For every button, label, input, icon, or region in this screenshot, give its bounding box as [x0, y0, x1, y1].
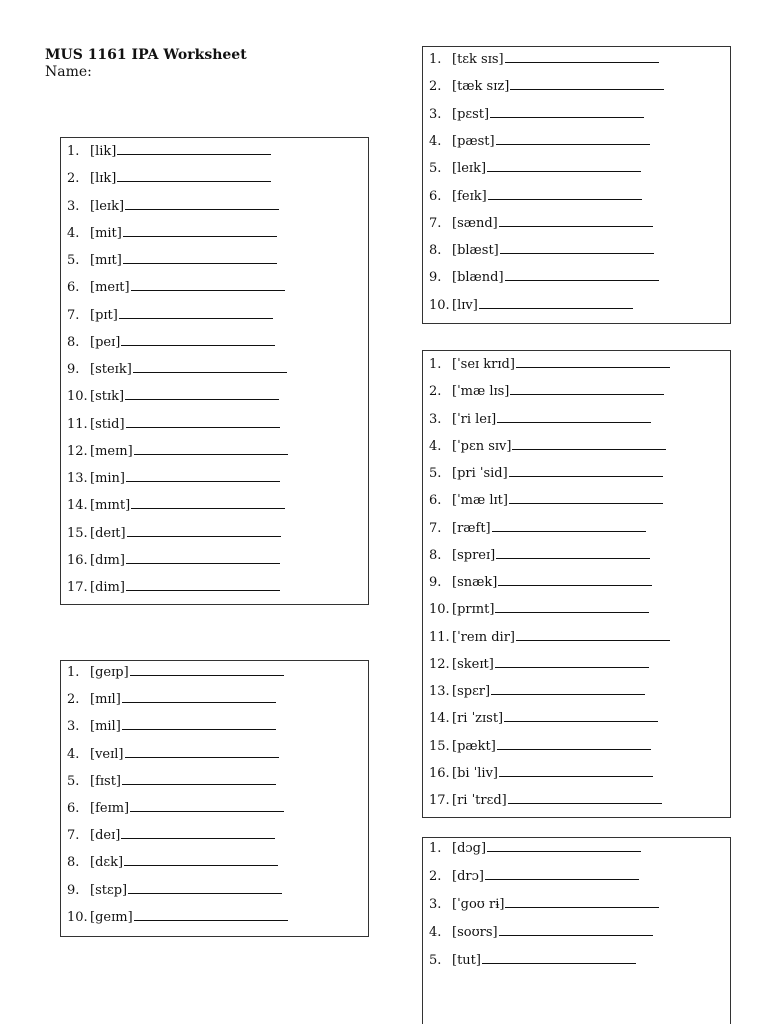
answer-blank[interactable]: [119, 305, 273, 319]
ipa-word: [tut]: [452, 953, 481, 968]
answer-blank[interactable]: [128, 880, 282, 894]
answer-blank[interactable]: [121, 825, 275, 839]
answer-blank[interactable]: [130, 662, 284, 676]
word-item: [67, 798, 284, 818]
word-item: [67, 716, 276, 736]
word-item: [67, 250, 277, 270]
word-box-5: [422, 837, 731, 1024]
answer-blank[interactable]: [117, 141, 271, 155]
answer-blank[interactable]: [499, 763, 653, 777]
answer-blank[interactable]: [123, 223, 277, 237]
item-number: 16.: [67, 552, 88, 568]
worksheet-title: MUS 1161 IPA Worksheet: [45, 47, 247, 63]
item-number: 6.: [67, 280, 80, 296]
item-number: 10.: [429, 297, 450, 313]
item-number: 14.: [429, 711, 450, 727]
item-number: 1.: [429, 52, 442, 67]
ipa-word: [mit]: [90, 225, 122, 241]
item-number: 8.: [67, 855, 80, 871]
ipa-word: [sænd]: [452, 215, 498, 231]
ipa-word: [ˈseɪ krɪd]: [452, 357, 515, 372]
word-item: [67, 196, 279, 216]
ipa-word: [ˈmæ lɪs]: [452, 384, 510, 400]
ipa-word: [ri ˈtrɛd]: [452, 793, 507, 808]
word-item: [429, 518, 646, 538]
ipa-word: [blæst]: [452, 243, 499, 259]
answer-blank[interactable]: [487, 838, 641, 852]
ipa-word: [dɪm]: [90, 552, 125, 568]
answer-blank[interactable]: [496, 545, 650, 559]
item-number: 8.: [429, 243, 442, 259]
item-number: 2.: [67, 692, 80, 708]
item-number: 2.: [67, 171, 80, 187]
word-item: [67, 305, 273, 325]
answer-blank[interactable]: [125, 196, 279, 210]
item-number: 5.: [67, 773, 80, 789]
word-item: [429, 409, 651, 429]
answer-blank[interactable]: [492, 518, 646, 532]
answer-blank[interactable]: [496, 131, 650, 145]
word-item: [67, 414, 280, 434]
answer-blank[interactable]: [126, 414, 280, 428]
item-number: 4.: [67, 225, 80, 241]
word-box-4: [422, 350, 731, 818]
ipa-word: [lɪv]: [452, 297, 478, 313]
item-number: 2.: [429, 384, 442, 400]
ipa-word: [deɪ]: [90, 828, 121, 844]
word-item: [429, 838, 641, 858]
answer-blank[interactable]: [495, 654, 649, 668]
ipa-word: [pri ˈsid]: [452, 466, 508, 481]
word-item: [429, 295, 633, 315]
word-item: [429, 681, 645, 701]
word-item: [429, 354, 670, 374]
answer-blank[interactable]: [497, 736, 651, 750]
word-item: [429, 627, 670, 647]
item-number: 13.: [67, 471, 88, 486]
ipa-word: [leɪk]: [452, 161, 487, 177]
word-item: [429, 545, 650, 565]
word-item: [429, 381, 664, 401]
ipa-word: [geɪm]: [90, 909, 133, 925]
word-item: [429, 599, 649, 619]
ipa-word: [pækt]: [452, 738, 496, 754]
ipa-word: [tɛk sɪs]: [452, 52, 504, 67]
ipa-word: [veɪl]: [90, 746, 124, 762]
item-number: 8.: [67, 334, 80, 350]
item-number: 3.: [67, 198, 80, 214]
word-item: [429, 866, 639, 886]
word-item: [429, 894, 659, 914]
item-number: 8.: [429, 547, 442, 563]
answer-blank[interactable]: [134, 907, 288, 921]
word-item: [67, 523, 281, 543]
item-number: 6.: [67, 801, 80, 816]
ipa-word: [dɛk]: [90, 855, 124, 871]
item-number: 3.: [429, 411, 442, 427]
item-number: 10.: [67, 389, 88, 405]
ipa-word: [pɛst]: [452, 106, 490, 122]
worksheet-header: [45, 47, 247, 81]
answer-blank[interactable]: [126, 550, 280, 564]
answer-blank[interactable]: [504, 708, 658, 722]
item-number: 5.: [429, 466, 442, 481]
word-item: [429, 158, 641, 178]
item-number: 1.: [429, 841, 442, 856]
answer-blank[interactable]: [510, 381, 664, 395]
ipa-word: [soʊrs]: [452, 925, 498, 940]
item-number: 7.: [429, 520, 442, 536]
ipa-word: [drɔ]: [452, 869, 484, 884]
word-box-1: [60, 137, 369, 605]
ipa-word: [ræft]: [452, 520, 491, 536]
answer-blank[interactable]: [127, 523, 281, 537]
word-item: [429, 950, 636, 970]
ipa-word: [ˈri leɪ]: [452, 411, 497, 427]
ipa-word: [spɛr]: [452, 684, 491, 699]
answer-blank[interactable]: [126, 468, 280, 482]
word-item: [67, 168, 271, 188]
ipa-word: [ri ˈzɪst]: [452, 711, 504, 727]
word-item: [429, 436, 666, 456]
ipa-word: [stɪk]: [90, 389, 125, 405]
answer-blank[interactable]: [125, 386, 279, 400]
item-number: 3.: [429, 897, 442, 912]
item-number: 15.: [429, 738, 450, 754]
answer-blank[interactable]: [516, 627, 670, 641]
item-number: 7.: [67, 307, 80, 323]
answer-blank[interactable]: [508, 790, 662, 804]
item-number: 16.: [429, 765, 450, 781]
ipa-word: [snæk]: [452, 575, 498, 590]
ipa-word: [feɪk]: [452, 188, 487, 204]
word-item: [429, 131, 650, 151]
ipa-word: [deɪt]: [90, 525, 126, 541]
ipa-word: [dɔg]: [452, 841, 487, 856]
item-number: 2.: [429, 79, 442, 95]
item-number: 4.: [429, 925, 442, 940]
answer-blank[interactable]: [490, 104, 644, 118]
word-item: [429, 240, 654, 260]
word-item: [67, 662, 284, 682]
word-item: [67, 577, 280, 597]
word-item: [429, 572, 652, 592]
word-item: [429, 708, 658, 728]
word-item: [67, 468, 280, 488]
answer-blank[interactable]: [124, 852, 278, 866]
item-number: 10.: [67, 909, 88, 925]
answer-blank[interactable]: [505, 267, 659, 281]
word-item: [67, 495, 285, 515]
word-item: [67, 907, 288, 927]
item-number: 1.: [67, 665, 80, 680]
ipa-word: [ˈreɪn dir]: [452, 629, 515, 645]
word-item: [429, 267, 659, 287]
word-item: [67, 852, 278, 872]
item-number: 4.: [429, 133, 442, 149]
ipa-word: [stid]: [90, 416, 125, 432]
answer-blank[interactable]: [126, 577, 280, 591]
answer-blank[interactable]: [497, 409, 651, 423]
answer-blank[interactable]: [482, 950, 636, 964]
ipa-word: [pɪt]: [90, 307, 118, 323]
item-number: 1.: [67, 144, 80, 159]
word-item: [67, 141, 271, 161]
item-number: 3.: [67, 719, 80, 735]
answer-blank[interactable]: [122, 689, 276, 703]
ipa-word: [lik]: [90, 144, 117, 159]
word-item: [429, 76, 664, 96]
answer-blank[interactable]: [117, 168, 271, 182]
word-item: [67, 223, 277, 243]
ipa-word: [lɪk]: [90, 171, 117, 187]
item-number: 4.: [429, 438, 442, 454]
answer-blank[interactable]: [505, 49, 659, 63]
ipa-word: [meɪn]: [90, 443, 133, 459]
ipa-word: [mɪl]: [90, 692, 121, 708]
word-item: [429, 213, 653, 233]
item-number: 2.: [429, 869, 442, 884]
ipa-word: [fɪst]: [90, 773, 122, 789]
item-number: 9.: [67, 882, 80, 898]
item-number: 9.: [429, 575, 442, 590]
ipa-word: [min]: [90, 471, 126, 486]
name-label: Name:: [45, 64, 92, 80]
ipa-word: [meɪt]: [90, 280, 130, 296]
word-item: [429, 186, 642, 206]
answer-blank[interactable]: [485, 866, 639, 880]
answer-blank[interactable]: [510, 76, 664, 90]
answer-blank[interactable]: [509, 463, 663, 477]
ipa-word: [leɪk]: [90, 198, 125, 214]
item-number: 13.: [429, 684, 450, 699]
word-item: [67, 880, 282, 900]
item-number: 14.: [67, 498, 88, 514]
ipa-word: [mil]: [90, 719, 121, 735]
answer-blank[interactable]: [505, 894, 659, 908]
item-number: 15.: [67, 525, 88, 541]
answer-blank[interactable]: [499, 213, 653, 227]
item-number: 11.: [67, 416, 88, 432]
item-number: 3.: [429, 106, 442, 122]
word-box-3: [422, 46, 731, 324]
answer-blank[interactable]: [125, 744, 279, 758]
answer-blank[interactable]: [512, 436, 666, 450]
answer-blank[interactable]: [491, 681, 645, 695]
ipa-word: [mɪt]: [90, 253, 122, 268]
word-item: [429, 790, 662, 810]
answer-blank[interactable]: [488, 186, 642, 200]
answer-blank[interactable]: [498, 572, 652, 586]
word-item: [67, 386, 279, 406]
answer-blank[interactable]: [509, 490, 663, 504]
ipa-word: [blænd]: [452, 270, 504, 286]
item-number: 6.: [429, 493, 442, 509]
answer-blank[interactable]: [121, 332, 275, 346]
item-number: 6.: [429, 188, 442, 204]
item-number: 9.: [429, 270, 442, 286]
ipa-word: [mɪnt]: [90, 498, 131, 514]
word-item: [67, 359, 287, 379]
ipa-word: [ˈpɛn sɪv]: [452, 438, 512, 454]
item-number: 12.: [429, 656, 450, 672]
item-number: 11.: [429, 629, 450, 645]
item-number: 10.: [429, 602, 450, 618]
word-item: [67, 277, 285, 297]
word-item: [67, 825, 275, 845]
answer-blank[interactable]: [134, 441, 288, 455]
item-number: 4.: [67, 746, 80, 762]
answer-blank[interactable]: [131, 277, 285, 291]
ipa-word: [feɪm]: [90, 801, 130, 816]
answer-blank[interactable]: [487, 158, 641, 172]
word-item: [429, 922, 653, 942]
ipa-word: [prɪnt]: [452, 602, 495, 618]
ipa-word: [spreɪ]: [452, 547, 496, 563]
word-item: [67, 771, 276, 791]
ipa-word: [skeɪt]: [452, 656, 494, 672]
answer-blank[interactable]: [500, 240, 654, 254]
item-number: 9.: [67, 362, 80, 377]
word-item: [429, 463, 663, 483]
word-item: [429, 104, 644, 124]
answer-blank[interactable]: [123, 250, 277, 264]
answer-blank[interactable]: [130, 798, 284, 812]
word-item: [67, 550, 280, 570]
item-number: 1.: [429, 357, 442, 372]
answer-blank[interactable]: [122, 771, 276, 785]
answer-blank[interactable]: [499, 922, 653, 936]
ipa-word: [pæst]: [452, 133, 495, 149]
word-item: [429, 490, 663, 510]
answer-blank[interactable]: [122, 716, 276, 730]
word-item: [67, 689, 276, 709]
ipa-word: [stɛp]: [90, 882, 128, 898]
word-item: [429, 654, 649, 674]
word-item: [429, 763, 653, 783]
item-number: 5.: [67, 253, 80, 268]
item-number: 12.: [67, 443, 88, 459]
answer-blank[interactable]: [133, 359, 287, 373]
item-number: 5.: [429, 953, 442, 968]
ipa-word: [dim]: [90, 580, 125, 595]
item-number: 7.: [429, 215, 442, 231]
word-item: [429, 736, 651, 756]
ipa-word: [ˈmæ lɪt]: [452, 493, 508, 509]
answer-blank[interactable]: [479, 295, 633, 309]
answer-blank[interactable]: [131, 495, 285, 509]
ipa-word: [tæk sɪz]: [452, 79, 510, 95]
ipa-word: [bi ˈliv]: [452, 765, 498, 781]
item-number: 5.: [429, 161, 442, 177]
word-box-2: [60, 660, 369, 937]
item-number: 17.: [67, 580, 88, 595]
item-number: 7.: [67, 828, 80, 844]
answer-blank[interactable]: [495, 599, 649, 613]
ipa-word: [peɪ]: [90, 334, 121, 350]
ipa-word: [ˈgoʊ rɨ]: [452, 897, 505, 912]
item-number: 17.: [429, 793, 450, 808]
answer-blank[interactable]: [516, 354, 670, 368]
word-item: [67, 441, 288, 461]
word-item: [67, 332, 275, 352]
word-item: [67, 744, 279, 764]
ipa-word: [geɪp]: [90, 665, 129, 680]
ipa-word: [steɪk]: [90, 362, 132, 377]
word-item: [429, 49, 659, 69]
